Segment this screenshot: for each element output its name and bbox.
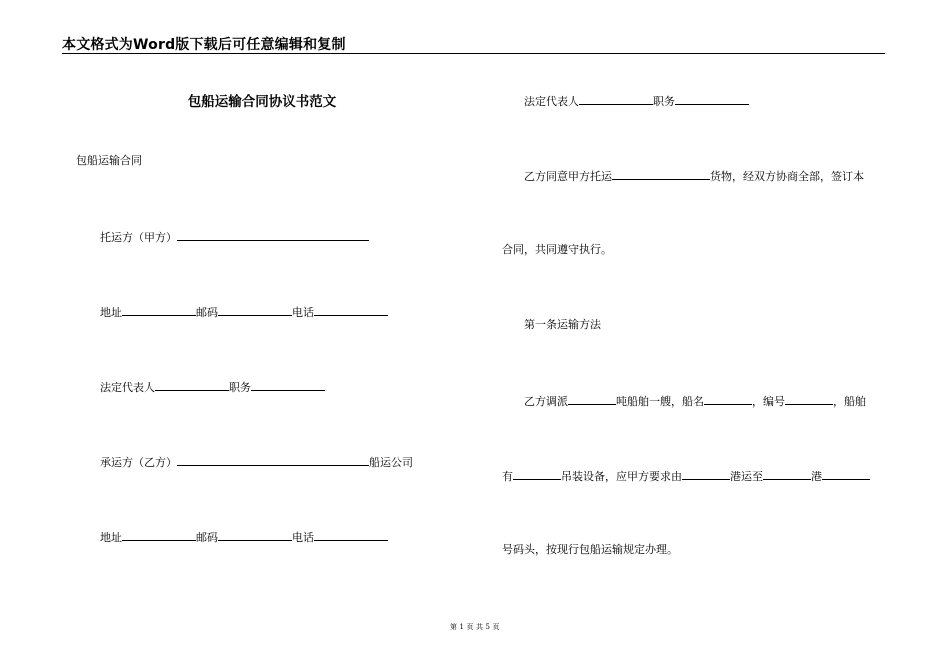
carrier-position-blank	[675, 93, 749, 105]
equip-prefix: 有	[502, 470, 513, 483]
shipper-phone-label: 电话	[292, 306, 314, 319]
dock-line: 号码头，按现行包船运输规定办理。	[502, 543, 678, 556]
equipment-blank	[513, 468, 561, 480]
agree-prefix: 乙方同意甲方托运	[524, 170, 612, 183]
article-1-title: 第一条运输方法	[524, 318, 601, 331]
carrier-rep-label: 法定代表人	[524, 95, 579, 108]
shipper-rep-label: 法定代表人	[100, 381, 155, 394]
cargo-blank	[612, 168, 710, 180]
dispatch-ship: ，船舶	[833, 395, 866, 408]
page-header	[62, 33, 885, 54]
shipper-position-blank	[251, 379, 325, 391]
ship-number-blank	[785, 393, 833, 405]
carrier-rep-blank	[579, 93, 653, 105]
carrier-postcode-blank	[218, 529, 292, 541]
page-total-prefix: 共	[476, 623, 484, 631]
dispatch-number: ，编号	[752, 395, 785, 408]
shipper-address-line	[100, 304, 388, 320]
carrier-position-label: 职务	[653, 95, 675, 108]
shipper-phone-blank	[314, 304, 388, 316]
contract-name: 包船运输合同	[76, 154, 142, 167]
page-current: 1	[459, 623, 465, 631]
carrier-line	[100, 454, 413, 470]
page-total-unit: 页	[492, 623, 500, 631]
equip-mid: 吊装设备，应甲方要求由	[561, 470, 682, 483]
shipper-address-blank	[122, 304, 196, 316]
page-total: 5	[485, 623, 491, 631]
carrier-suffix: 船运公司	[369, 456, 413, 469]
tonnage-blank	[568, 393, 616, 405]
page-unit: 页	[466, 623, 474, 631]
shipper-rep-blank	[155, 379, 229, 391]
carrier-label: 承运方（乙方）	[100, 456, 177, 469]
carrier-postcode-label: 邮码	[196, 531, 218, 544]
carrier-phone-label: 电话	[292, 531, 314, 544]
carrier-phone-blank	[314, 529, 388, 541]
equipment-line	[502, 468, 870, 484]
carrier-blank	[177, 454, 369, 466]
carrier-address-blank	[122, 529, 196, 541]
dock-number-blank	[822, 468, 870, 480]
agree-line-2: 合同，共同遵守执行。	[502, 243, 612, 256]
shipper-position-label: 职务	[229, 381, 251, 394]
equip-port-to: 港运至	[730, 470, 763, 483]
shipper-label: 托运方（甲方）	[100, 231, 177, 244]
shipper-line	[100, 229, 369, 245]
shipper-postcode-label: 邮码	[196, 306, 218, 319]
ship-name-blank	[704, 393, 752, 405]
page-prefix: 第	[450, 623, 458, 631]
dispatch-prefix: 乙方调派	[524, 395, 568, 408]
shipper-address-label: 地址	[100, 306, 122, 319]
carrier-address-label: 地址	[100, 531, 122, 544]
shipper-blank	[177, 229, 369, 241]
origin-port-blank	[682, 468, 730, 480]
carrier-address-line	[100, 529, 388, 545]
header-text: 本文格式为Word版下载后可任意编辑和复制	[62, 37, 346, 53]
shipper-postcode-blank	[218, 304, 292, 316]
agree-suffix: 货物，经双方协商全部，签订本	[710, 170, 864, 183]
carrier-rep-line	[524, 93, 749, 109]
destination-port-blank	[763, 468, 811, 480]
dispatch-line	[524, 393, 866, 409]
equip-port: 港	[811, 470, 822, 483]
page-footer	[0, 622, 950, 632]
dispatch-ton: 吨船舶一艘，船名	[616, 395, 704, 408]
shipper-rep-line	[100, 379, 325, 395]
document-title: 包船运输合同协议书范文	[187, 94, 337, 110]
agree-line	[524, 168, 864, 184]
